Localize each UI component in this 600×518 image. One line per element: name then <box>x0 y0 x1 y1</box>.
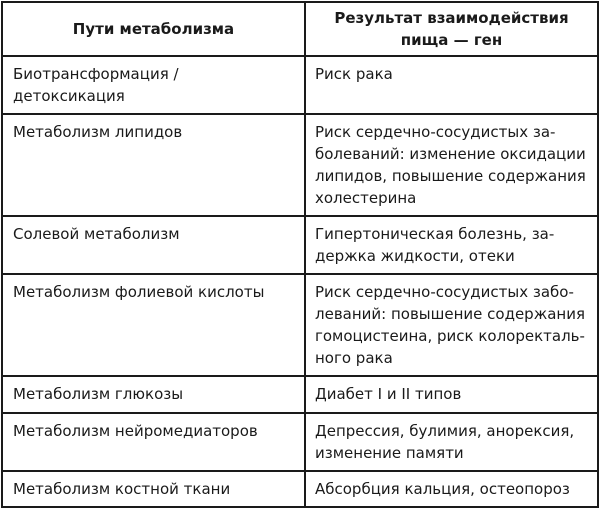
table-row <box>2 471 598 507</box>
pathway-cell <box>2 413 305 471</box>
header-food-gene-result <box>305 2 598 56</box>
pathway-text: Метаболизм липидов <box>13 123 183 141</box>
pathway-text: Метаболизм глюкозы <box>13 385 184 403</box>
result-text: Риск сердечно-сосудистых забо- леваний: повышение содержания гомоцистеина, риск колоректаль- ного рака <box>315 283 585 367</box>
table-row <box>2 114 598 216</box>
table-row <box>2 274 598 376</box>
pathway-cell <box>2 216 305 274</box>
result-text: Абсорбция кальция, остеопороз <box>315 480 570 498</box>
table-row <box>2 376 598 413</box>
table-row <box>2 413 598 471</box>
table-row <box>2 56 598 114</box>
result-cell <box>305 471 598 507</box>
table-row <box>2 216 598 274</box>
pathway-cell <box>2 56 305 114</box>
result-cell <box>305 114 598 216</box>
pathway-cell <box>2 114 305 216</box>
pathway-text: Метаболизм нейромедиаторов <box>13 422 258 440</box>
result-cell <box>305 376 598 413</box>
result-text: Депрессия, булимия, анорексия, изменение памяти <box>315 422 575 462</box>
table-header-row <box>2 2 598 56</box>
pathway-text: Солевой метаболизм <box>13 225 180 243</box>
metabolism-table <box>1 1 599 508</box>
result-text: Диабет I и II типов <box>315 385 462 403</box>
pathway-text: Биотрансформация / детоксикация <box>13 65 179 105</box>
result-text: Риск рака <box>315 65 393 83</box>
header-label: Результат взаимодействия пища — ген <box>334 9 569 49</box>
pathway-cell <box>2 471 305 507</box>
result-cell <box>305 56 598 114</box>
header-metabolic-pathways <box>2 2 305 56</box>
pathway-cell <box>2 376 305 413</box>
result-cell <box>305 216 598 274</box>
header-label: Пути метаболизма <box>72 20 235 38</box>
pathway-text: Метаболизм фолиевой кислоты <box>13 283 265 301</box>
result-cell <box>305 413 598 471</box>
result-text: Риск сердечно-сосудистых за- болеваний: изменение оксидации липидов, повышение содержания холестерина <box>315 123 586 207</box>
result-text: Гипертоническая болезнь, за- держка жидкости, отеки <box>315 225 555 265</box>
pathway-cell <box>2 274 305 376</box>
pathway-text: Метаболизм костной ткани <box>13 480 231 498</box>
result-cell <box>305 274 598 376</box>
